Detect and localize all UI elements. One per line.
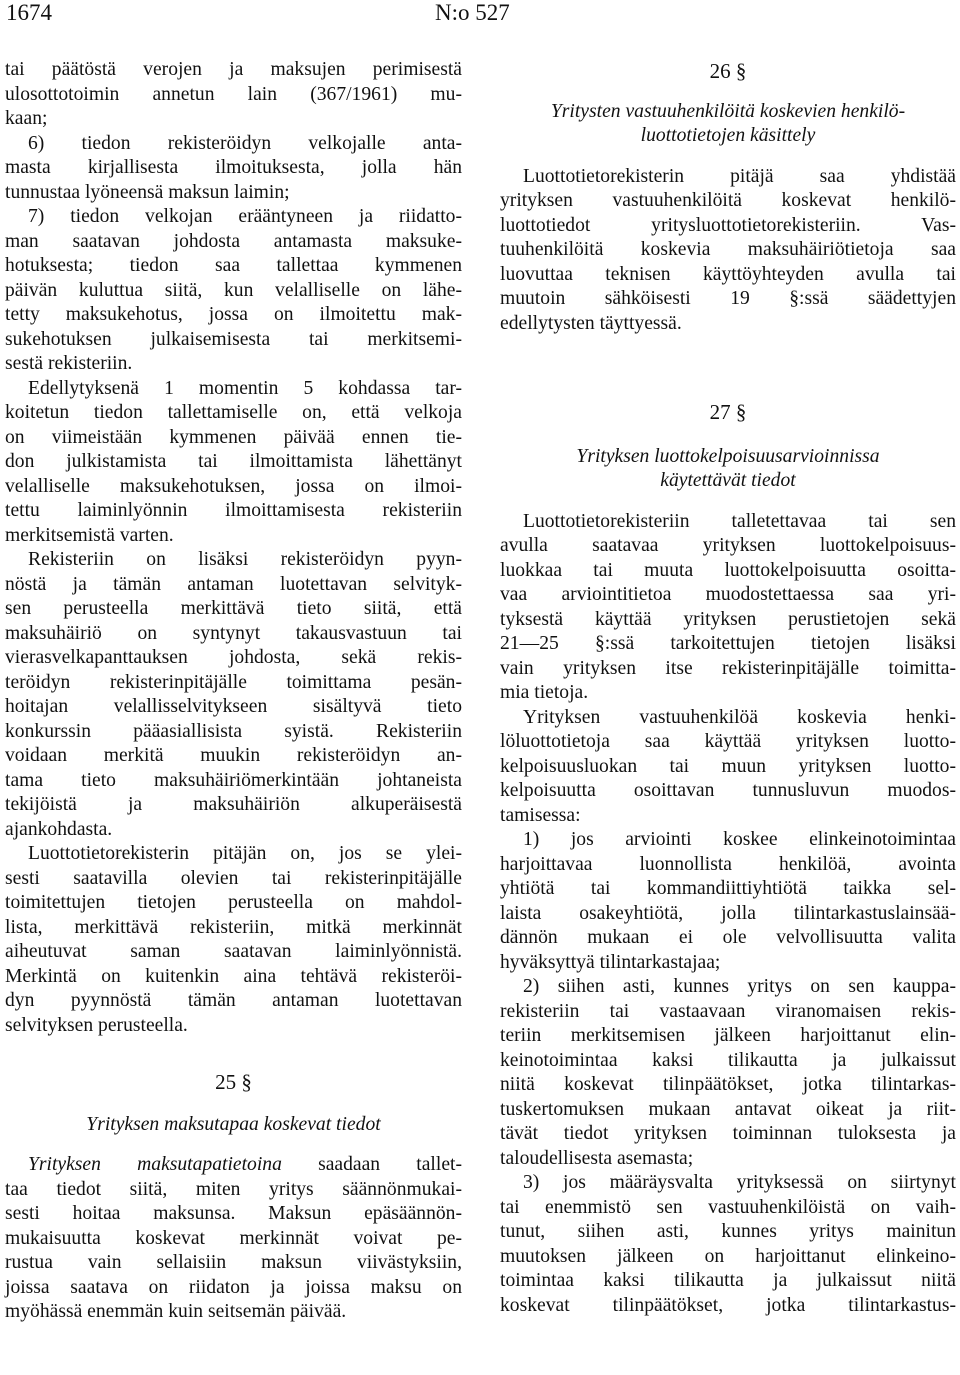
text-line: rustua vain sellaisiin maksun viivästyksiin, (5, 1252, 462, 1273)
text-line: sen perusteella merkittävä tieto siitä, että (5, 598, 462, 619)
text-line: hotuksesta; tiedon saa tallettaa kymmenen (5, 255, 462, 276)
section-title: käytettävät tiedot (660, 470, 796, 491)
text-line: toimintaa kaksi tilikautta ja julkaissut niitä (500, 1270, 956, 1291)
text-line: maksuhäiriö on syntynyt takausvastuun tai (5, 622, 462, 644)
text-line: 6) tiedon rekisteröidyn velkojalle anta- (28, 132, 462, 154)
text-line: avulla saatavaa yrityksen luottokelpoisuus- (500, 535, 956, 556)
spacer (500, 494, 956, 510)
text-line: edellytysten täyttyessä. (500, 312, 682, 334)
text-line: masta kirjallisesta ilmoituksesta, jolla hän (5, 157, 462, 178)
section-title: luottotietojen käsittely (640, 125, 816, 146)
text-line (5, 1153, 462, 1178)
text-line: keinotoimintaa kaksi tilikautta ja julkaissut (500, 1049, 956, 1071)
text-line: tuuhenkilöitä koskevia maksuhäiriötietoja saa (500, 239, 956, 260)
text-line: dännön mukaan ei ole velvollisuutta valita (500, 927, 956, 948)
paragraph (5, 377, 462, 549)
text-line: kelpoisuusluokan tai muun yrityksen luotto- (500, 755, 956, 777)
spacer (5, 1095, 462, 1113)
text-line: muutoin sähköisesti 19 §:ssä säädettyjen (500, 288, 956, 309)
paragraph (5, 58, 462, 377)
text-line: mukaisuutta koskevat merkinnät voivat pe- (5, 1227, 462, 1249)
text-line: selvityksen perusteella. (5, 1014, 188, 1036)
text-line: hoitajan velallisselvitykseen sisältyvä tieto (5, 696, 462, 717)
text-line: tai päätöstä verojen ja maksujen perimisestä (5, 59, 462, 80)
text-line: Yrityksen vastuuhenkilöä koskevia henki- (523, 706, 956, 728)
text-line: on viimeistään kymmenen päivää ennen tie- (5, 426, 462, 448)
text-line: man saatavan johdosta antamasta maksuke- (5, 230, 462, 252)
text-line: tunut, siihen asti, kunnes yritys mainitun (500, 1221, 956, 1242)
text-line: ajankohdasta. (5, 818, 113, 840)
text-line: tekijöistä ja maksuhäiriön alkuperäisestä (5, 794, 462, 815)
left-column (5, 58, 462, 1325)
spacer (500, 425, 956, 445)
spacer (5, 1038, 462, 1070)
text-line: tai enemmistö sen vastuuhenkilöistä on vaih- (500, 1196, 956, 1218)
text-line: konkurssin pääasiallisista syistä. Rekisteriin (5, 720, 462, 742)
section-title: Yrityksen maksutapaa koskevat tiedot (86, 1113, 381, 1135)
text-line: päivän kuluttua siitä, kun velalliselle on lähe- (5, 279, 462, 301)
text-line: teröidyn rekisterinpitäjälle toimittama pesän- (5, 671, 462, 693)
text-line: merkitsemistä varten. (5, 524, 174, 546)
text-line: niitä koskevat tilinpäätökset, jotka tilintarkas- (500, 1074, 956, 1095)
text-line: yhtiötä tai kommandiittiyhtiötä taikka sel- (500, 878, 956, 899)
text-line: taloudellisesta asemasta; (500, 1147, 694, 1169)
text-line: vain yrityksen itse rekisterinpitäjälle toimitta- (500, 657, 956, 679)
text-line: löluottotietoja saa käyttää yrityksen luotto- (500, 731, 956, 752)
paragraph (5, 842, 462, 1038)
text-line: tunnustaa lyöneensä maksun laimin; (5, 181, 290, 203)
text-line: tama tieto maksuhäiriömerkintään johtaneista (5, 769, 462, 791)
text-line: 1) jos arviointi koskee elinkeinotoimintaa (523, 829, 956, 850)
text-line: tyksestä käyttää yrityksen perustietojen sekä (500, 608, 956, 630)
text-line: sesti hoitaa maksunsa. Maksun epäsäännön- (5, 1203, 462, 1224)
text-line: tettu laiminlyönnin ilmoittamisesta rekisteriin (5, 500, 462, 521)
text-line: lista, merkittävä rekisteriin, mitkä merkinnät (5, 916, 462, 938)
text-line: laista osakeyhtiötä, jolla tilintarkastuslainsää- (500, 902, 956, 924)
text-line: voidaan merkitä muukin rekisteröidyn an- (5, 745, 462, 766)
list-item (500, 975, 956, 1171)
text-line: koitetun tiedon tallettamiselle on, että velkoja (5, 402, 462, 423)
page-header (0, 0, 960, 26)
text-line: Edellytyksenä 1 momentin 5 kohdassa tar- (28, 377, 462, 399)
paragraph (500, 706, 956, 829)
paragraph (500, 165, 956, 337)
text-line: 3) jos määräysvalta yrityksessä on siirtynyt (523, 1172, 956, 1193)
text-line: sestä rekisteriin. (5, 353, 133, 374)
text-line: Luottotietorekisteriin talletettavaa tai sen (523, 510, 956, 532)
document-number: N:o 527 (435, 0, 510, 25)
text-line: toimitettujen tietojen perusteella on mahdol- (5, 892, 462, 913)
text-line: luottotiedot yritysluottotietorekisteriin. Vas- (500, 214, 956, 236)
text-line: Rekisteriin on lisäksi rekisteröidyn pyyn- (28, 549, 462, 570)
text-line: ulosottotoimin annetun lain (367/1961) mu- (5, 83, 462, 105)
text-line: tävät tiedot yrityksen toiminnan tuloksesta ja (500, 1123, 956, 1144)
section-title: Yritysten vastuuhenkilöitä koskevien henkilö- (550, 100, 906, 122)
paragraph (5, 1153, 462, 1325)
text-fragment: saadaan tallet- (318, 1154, 462, 1175)
text-line: dyn pyynnöstä tämän antaman luotettavan (5, 990, 462, 1011)
text-line: tamisessa: (500, 804, 581, 826)
text-line: sesti saatavilla olevien tai rekisterinpitäjälle (5, 867, 462, 889)
text-line: 2) siihen asti, kunnes yritys on sen kauppa- (523, 976, 956, 997)
spacer (500, 336, 956, 400)
text-line: aiheutuvat saman saatavan laiminlyönnistä. (5, 941, 462, 962)
text-line: don julkistamista tai ilmoittamista lähettänyt (5, 451, 462, 472)
text-line: hyväksyttyä tilintarkastajaa; (500, 951, 721, 973)
text-line: harjoittavaa luonnollista henkilöä, avointa (500, 853, 956, 875)
list-item (500, 1171, 956, 1318)
text-line: muutoksen jälkeen on harjoittanut elinkeino- (500, 1245, 956, 1267)
paragraph (500, 510, 956, 706)
text-line: myöhässä enemmän kuin seitsemän päivää. (5, 1301, 347, 1322)
text-line: luovuttaa teknisen käyttöyhteyden avulla tai (500, 263, 956, 285)
text-line: rekisteriin tai vastaavaan viranomaisen rekis- (500, 1000, 956, 1022)
text-line: 7) tiedon velkojan erääntyneen ja riidatto- (28, 206, 462, 227)
text-line: kelpoisuutta osoittavan tunnusluvun muodos- (500, 780, 956, 801)
text-line: velalliselle maksukehotuksen, jossa on ilmoi- (5, 475, 462, 497)
text-line: mia tietoja. (500, 682, 589, 703)
section-number: 25 § (215, 1070, 252, 1094)
text-line: Luottotietorekisterin pitäjän on, jos se ylei- (28, 843, 462, 864)
section-title: Yrityksen luottokelpoisuusarvioinnissa (576, 445, 880, 467)
text-line: teriin merkitsemisen jälkeen harjoittanut elin- (500, 1025, 956, 1046)
text-line: tuskertomuksen mukaan antavat oikeat ja riit- (500, 1098, 956, 1120)
spacer (500, 149, 956, 165)
list-item (500, 828, 956, 975)
paragraph (5, 548, 462, 842)
defined-term: Yrityksen maksutapatietoina (28, 1154, 282, 1175)
text-line: vaa arviointitietoa muodostettaessa saa yri- (500, 584, 956, 605)
text-line: tetty maksukehotus, jossa on ilmoitettu mak- (5, 304, 462, 325)
text-line: yrityksen vastuuhenkilöitä koskevat henkilö- (500, 190, 956, 211)
section-number: 26 § (709, 59, 747, 83)
spacer (5, 1137, 462, 1153)
text-line: nöstä ja tämän antaman luotettavan selvityk- (5, 573, 462, 595)
text-line: Luottotietorekisterin pitäjä saa yhdistää (523, 165, 956, 187)
text-line: kaan; (5, 108, 48, 129)
page-number: 1674 (6, 0, 52, 25)
text-line: luokkaa tai muuta luottokelpoisuutta osoitta- (500, 559, 956, 581)
right-column (500, 59, 956, 1318)
spacer (500, 84, 956, 100)
text-line: koskevat tilinpäätökset, jotka tilintarkastus- (500, 1294, 956, 1316)
text-line: 21—25 §:ssä tarkoitettujen tietojen lisäksi (500, 633, 956, 654)
text-line: vierasvelkapanttauksen johdosta, sekä rekis- (5, 647, 462, 668)
text-line: sukehotuksen julkaisemisesta tai merkitsemi- (5, 328, 462, 350)
text-line: taa tiedot siitä, miten yritys säännönmukai- (5, 1178, 462, 1200)
text-line: Merkintä on kuitenkin aina tehtävä rekisteröi- (5, 965, 462, 987)
section-number: 27 § (709, 400, 747, 424)
text-line: joissa saatava on riidaton ja joissa maksu on (5, 1276, 462, 1298)
